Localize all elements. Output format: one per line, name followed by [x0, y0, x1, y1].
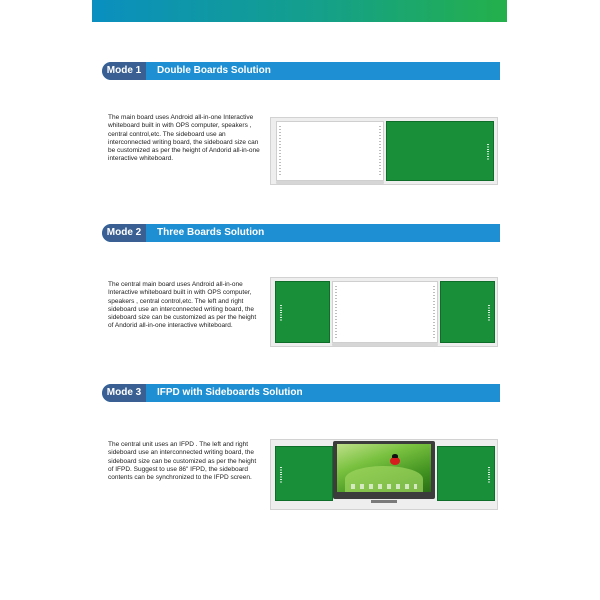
whiteboard-tray	[332, 343, 438, 346]
mode-2-tag: Mode 2	[102, 224, 146, 242]
ladybug-icon	[390, 457, 400, 465]
mode-1-title: Double Boards Solution	[157, 65, 271, 76]
mode-2-title: Three Boards Solution	[157, 227, 265, 238]
green-sideboard	[386, 121, 494, 181]
whiteboard-edge-scale	[279, 126, 281, 176]
mode-3-description: The central unit uses an IFPD . The left and right sideboard use an interconnected writing board, the sideboard size can be customized as per the height of IFPD. Suggest to use 86" IFPD, the sideboard contents can be synchronized to the IFPD screen.	[108, 441, 257, 482]
whiteboard-edge-scale	[335, 286, 337, 338]
mode-1-header	[102, 62, 500, 80]
mode-2-header	[102, 224, 500, 242]
whiteboard-edge-scale	[379, 126, 381, 176]
sideboard-markings	[488, 467, 490, 483]
whiteboard-tray	[276, 181, 384, 184]
mode-1-description: The main board uses Android all-in-one Interactive whiteboard built in with OPS computer, speakers , central control,etc. The sideboard use an interconnected writing board, the sideboard size can be customized as per the height of Andorid all-in-one interactive whiteboard.	[108, 114, 260, 163]
ifpd-stand	[371, 500, 397, 503]
mode-2-description: The central main board uses Android all-in-one Interactive whiteboard built in with OPS computer, speakers , central control,etc. The left and right sideboard use an interconnected writing board, the sideboard size can be customized as per the height of Andorid all-in-one interactive whiteboard.	[108, 281, 257, 330]
right-green-sideboard	[440, 281, 495, 343]
top-gradient-banner	[92, 0, 507, 22]
whiteboard-edge-scale	[433, 286, 435, 338]
sideboard-markings	[280, 467, 282, 483]
main-whiteboard	[276, 121, 384, 181]
mode-1-illustration	[270, 117, 498, 185]
mode-1-tag: Mode 1	[102, 62, 146, 80]
sideboard-markings	[488, 305, 490, 321]
mode-3-title: IFPD with Sideboards Solution	[157, 387, 303, 398]
left-green-sideboard	[275, 446, 333, 501]
mode-2-illustration	[270, 277, 498, 347]
sideboard-markings	[487, 144, 489, 160]
ifpd-panel	[333, 441, 435, 499]
mode-3-tag: Mode 3	[102, 384, 146, 402]
app-dock-icons	[351, 484, 417, 489]
right-green-sideboard	[437, 446, 495, 501]
central-whiteboard	[332, 281, 438, 343]
left-green-sideboard	[275, 281, 330, 343]
ifpd-screen	[337, 444, 431, 492]
sideboard-markings	[280, 305, 282, 321]
mode-3-illustration	[270, 439, 498, 510]
mode-3-header	[102, 384, 500, 402]
